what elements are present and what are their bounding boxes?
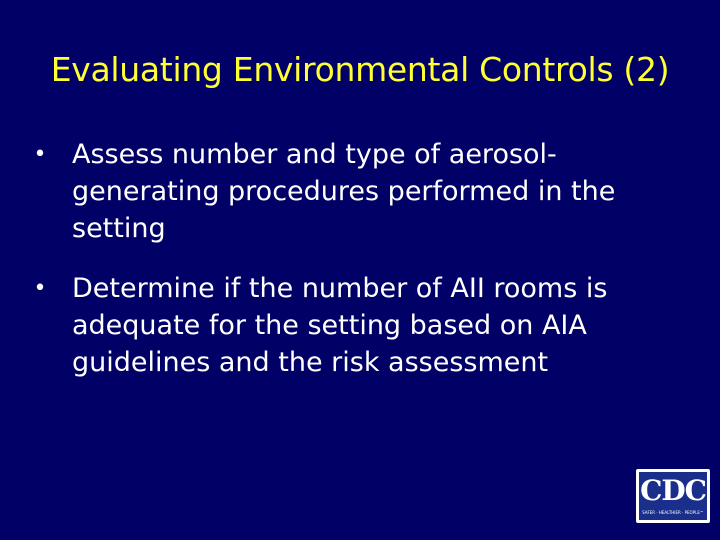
slide-title: Evaluating Environmental Controls (2): [50, 50, 670, 89]
bullet-text: Determine if the number of AII rooms is adequate for the setting based on AIA guidelines and the risk assessment: [72, 273, 608, 378]
cdc-logo-tagline: SAFER · HEALTHIER · PEOPLE™: [642, 510, 704, 515]
cdc-logo-badge: [639, 472, 707, 520]
bullet-item: [28, 270, 688, 381]
bullet-marker: •: [33, 142, 47, 167]
bullet-list: [28, 136, 688, 404]
cdc-logo: [636, 469, 710, 523]
cdc-logo-text: CDC: [640, 474, 706, 507]
bullet-text: Assess number and type of aerosol-generating procedures performed in the setting: [72, 139, 616, 244]
bullet-item: [28, 136, 688, 247]
bullet-marker: •: [33, 276, 47, 301]
